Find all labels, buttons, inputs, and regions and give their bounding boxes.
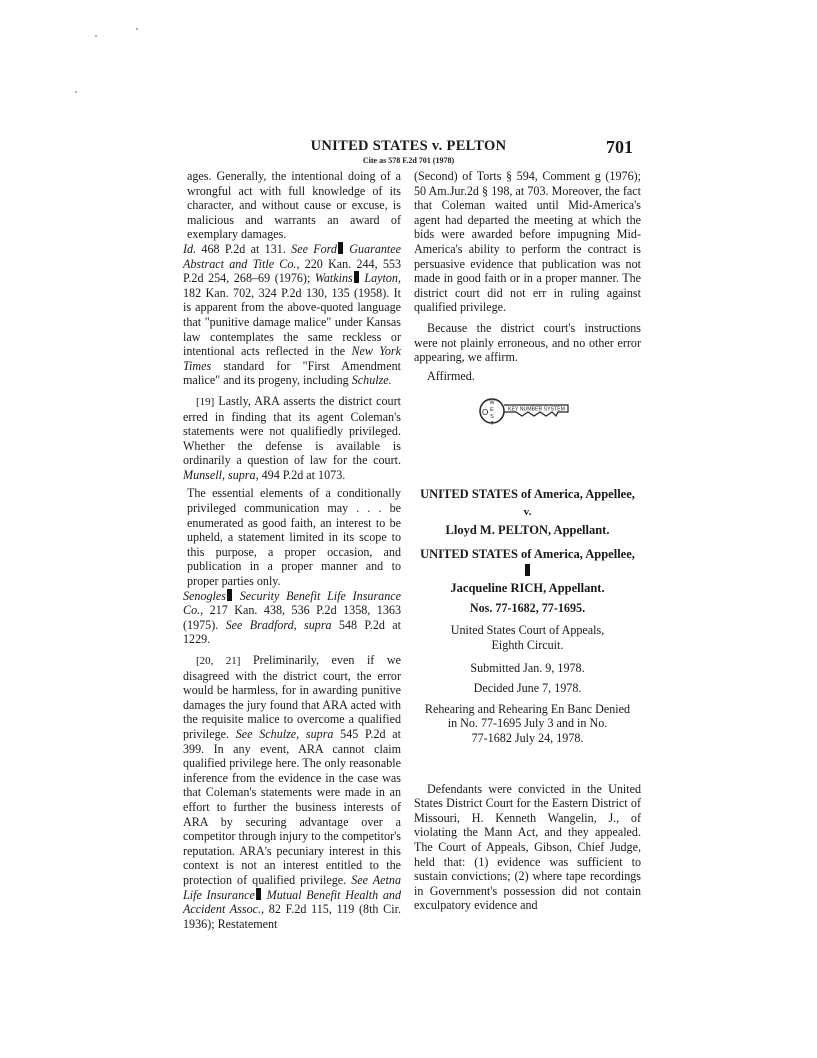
submitted-date: Submitted Jan. 9, 1978.: [470, 660, 585, 675]
paragraph: Id. 468 P.2d at 131. See Ford Guarantee Abstract and Title Co., 220 Kan. 244, 553 P.2d 254, 268–69 (1976); Watkins Layton, 182 Kan. 702, 324 P.2d 130, 135 (1958). It is apparent from the above-quoted language that "punitive damage malice" under Kansas law contemplates the same reckless or intentional acts reflected in the New York Times standard for "First Amendment malice" and its progeny, including Schulze.: [183, 241, 402, 388]
paragraph: Senogles Security Benefit Life Insurance Co., 217 Kan. 438, 536 P.2d 1358, 1363 (1975). See Bradford, supra 548 P.2d at 1229.: [183, 588, 401, 647]
scan-speck: [95, 35, 97, 37]
redaction-mark: [256, 888, 261, 900]
block-quote: The essential elements of a conditionally privileged communication may . . . be enumerated as good faith, an interest to be upheld, a statement limited in its scope to this purpose, a proper occasion, and publication in a proper manner and to proper parties only.: [187, 486, 401, 589]
logo-text: KEY NUMBER SYSTEM: [508, 406, 565, 413]
page-number: 701: [606, 137, 633, 157]
logo-letter: S: [490, 414, 494, 421]
right-column: [414, 169, 641, 913]
affirmed-line: Affirmed.: [427, 368, 475, 383]
logo-letter: T: [490, 421, 494, 428]
paragraph: [20, 21] Preliminarily, even if we disagreed with the district court, the error would be harmless, for in awarding punitive damages the jury found that ARA acted with the requisite malice to overcome a qualified privilege. See Schulze, supra 545 P.2d at 399. In any event, ARA cannot claim qualified privilege here. The only reasonable inference from the evidence in the case was that Coleman's statements were made in an effort to further the business interests of ARA by securing advantage over a competitor through injury to the competitor's reputation. ARA's pecuniary interest in this context is not an interest entitled to the protection of qualified privilege. See Aetna Life Insurance Mutual Benefit Health and Accident Assoc., 82 F.2d 115, 119 (8th Cir. 1936); Restatement: [183, 653, 402, 931]
decided-date: Decided June 7, 1978.: [473, 681, 582, 696]
caption-party: Jacqueline RICH, Appellant.: [450, 581, 605, 596]
redaction-mark: [227, 589, 232, 601]
rehearing-line: Rehearing and Rehearing En Banc Denied: [424, 701, 631, 716]
paragraph: [19] Lastly, ARA asserts the district court erred in finding that its agent Coleman's statements were not qualifiedly privileged. Whether the defense is available is ordinarily a question of law for the court. Munsell, supra, 494 P.2d at 1073.: [183, 393, 401, 482]
running-title: UNITED STATES v. PELTON: [310, 138, 507, 154]
logo-letter: E: [490, 407, 494, 414]
redaction-mark: [354, 271, 359, 283]
caption-party: Lloyd M. PELTON, Appellant.: [445, 522, 610, 537]
court-name: United States Court of Appeals,: [450, 623, 605, 638]
logo-o: O: [482, 408, 489, 418]
redaction-mark: [338, 242, 343, 254]
block-quote: ages. Generally, the intentional doing of a wrongful act with full knowledge of its character, and without cause or excuse, is malicious and warrants an award of exemplary damages.: [187, 169, 401, 242]
rehearing-line: 77-1682 July 24, 1978.: [471, 731, 584, 746]
logo-letter: W: [489, 400, 495, 407]
caption-versus: v.: [523, 505, 532, 518]
redaction-mark: [525, 564, 530, 576]
scan-speck: [75, 91, 77, 93]
caption-party: UNITED STATES of America, Appellee,: [420, 547, 635, 562]
citation-line: Cite as 578 F.2d 701 (1978): [362, 156, 455, 165]
paragraph: Because the district court's instructions were not plainly erroneous, and no other error appearing, we affirm.: [414, 320, 641, 365]
syllabus-paragraph: Defendants were convicted in the United States District Court for the Eastern District of Missouri, H. Kenneth Wangelin, J., of violating the Mann Act, and they appealed. The Court of Appeals, Gibson, Chief Judge, held that: (1) evidence was sufficient to sustain convictions; (2) where tape recordings in Government's possession did not contain exculpatory evidence and: [414, 781, 641, 913]
docket-numbers: Nos. 77-1682, 77-1695.: [469, 600, 586, 615]
paragraph: (Second) of Torts § 594, Comment g (1976); 50 Am.Jur.2d § 198, at 703. Moreover, the fact that Coleman waited until Mid-America's agent had departed the meeting at which the bids were awarded before impugning Mid-America's ability to perform the contract is persuasive evidence that publication was not made in good faith or in a proper manner. The district court did not err in ruling against qualified privilege.: [414, 169, 641, 315]
scan-speck: [136, 28, 138, 30]
page-header: [0, 134, 817, 174]
left-column: [183, 169, 401, 931]
west-key-number-logo: [474, 395, 574, 431]
caption-versus-mark: [414, 564, 641, 579]
rehearing-line: in No. 77-1695 July 3 and in No.: [447, 716, 608, 731]
caption-party: UNITED STATES of America, Appellee,: [420, 487, 635, 502]
court-circuit: Eighth Circuit.: [491, 638, 564, 653]
